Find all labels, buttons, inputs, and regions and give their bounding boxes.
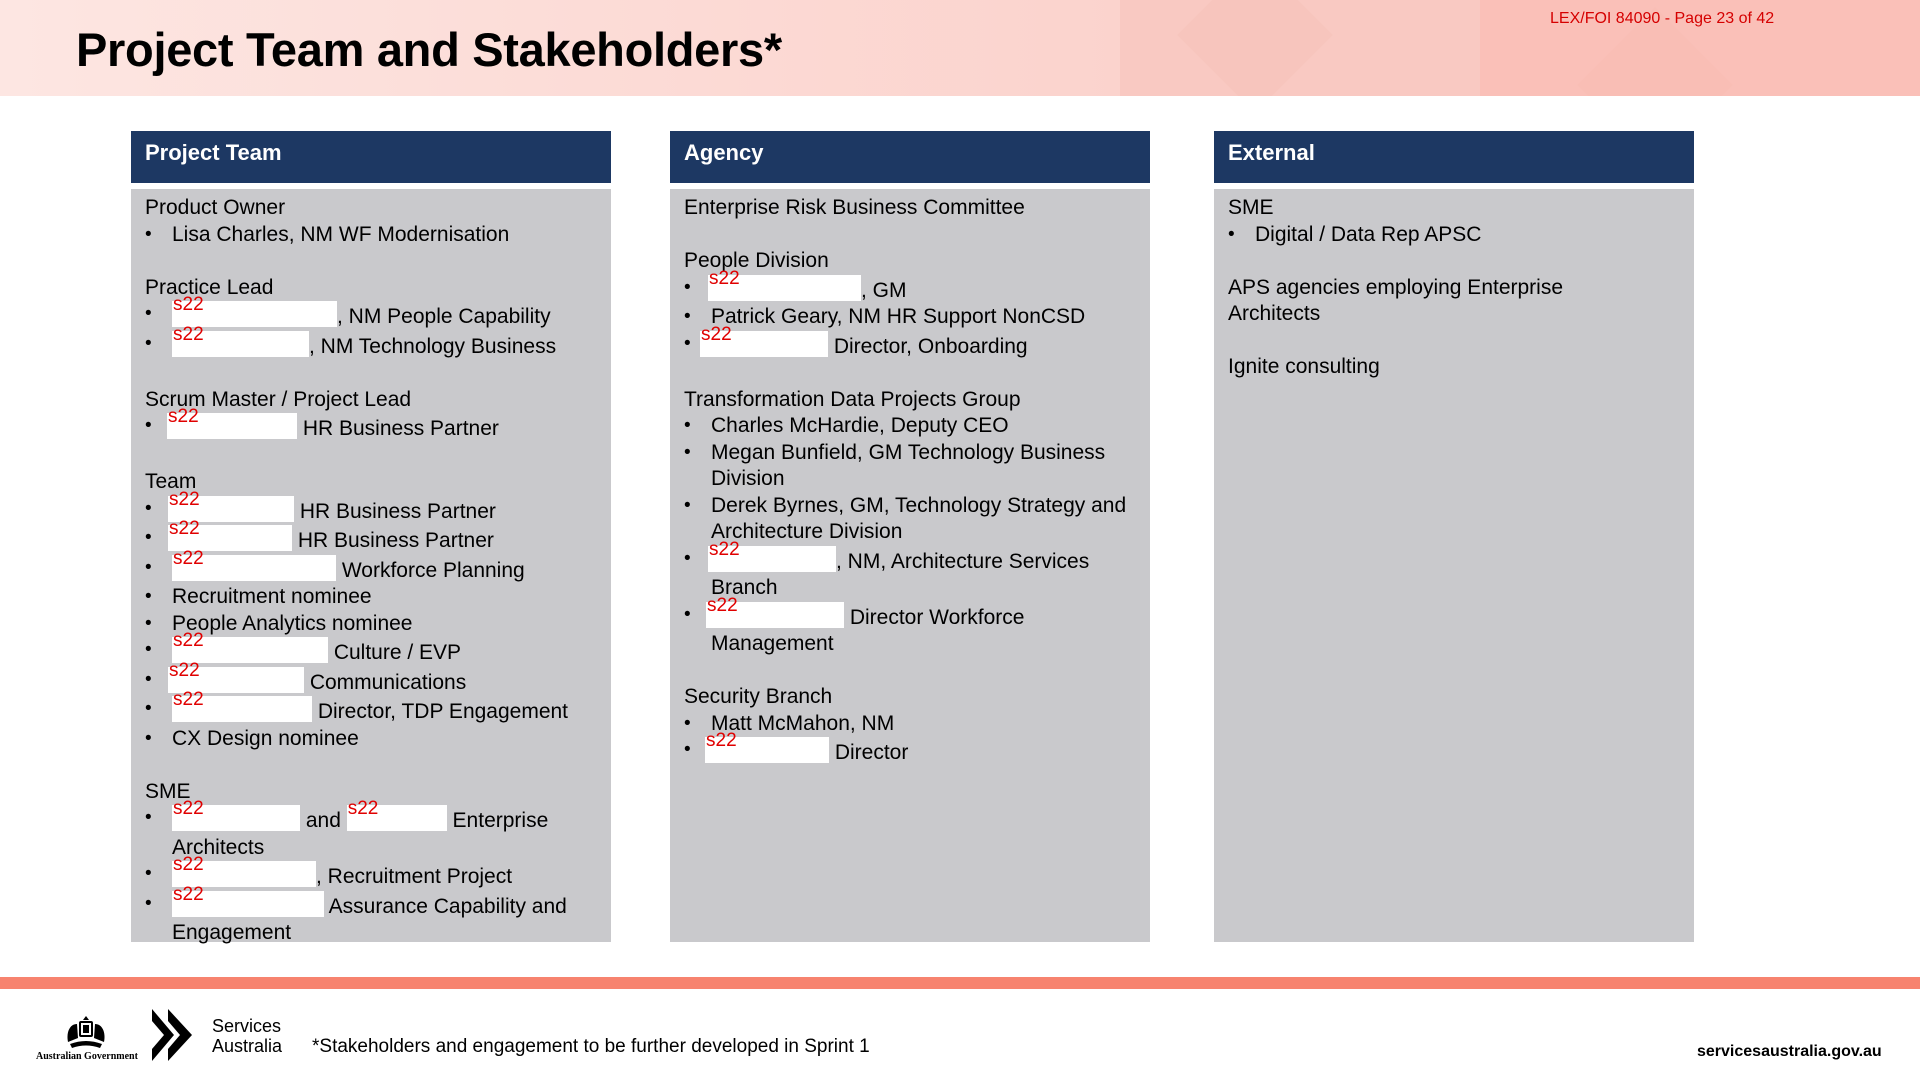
page-title: Project Team and Stakeholders* <box>76 23 782 76</box>
list-item: • Recruitment nominee <box>145 584 597 611</box>
group-sme <box>145 779 597 947</box>
group-product-owner <box>145 195 597 248</box>
brand-name: Services Australia <box>212 1016 283 1056</box>
group-heading: Enterprise Risk Business Committee <box>684 196 1025 219</box>
column-body <box>131 189 611 942</box>
list-item: • Megan Bunfield, GM Technology Business Division <box>684 440 1136 493</box>
footer-rule <box>0 977 1920 989</box>
group-ignite <box>1228 354 1680 381</box>
group-scrum-master <box>145 387 597 443</box>
list-item: • Patrick Geary, NM HR Support NonCSD <box>684 304 1136 331</box>
column-heading: Project Team <box>131 131 611 183</box>
group-heading: APS agencies employing Enterprise Architects <box>1228 275 1564 325</box>
redaction-box: • s22 <box>168 667 304 693</box>
group-risk-committee <box>684 195 1136 222</box>
group-external-sme <box>1228 195 1680 248</box>
list-item: • Lisa Charles, NM WF Modernisation <box>145 222 597 249</box>
footnote: *Stakeholders and engagement to be further developed in Sprint 1 <box>312 1036 870 1057</box>
list-item: • People Analytics nominee <box>145 611 597 638</box>
list-item: • Matt McMahon, NM <box>684 711 1136 738</box>
list-item: • s22 , Recruitment Project <box>145 861 597 891</box>
redaction-box: • s22 <box>167 413 297 439</box>
column-body <box>1214 189 1694 942</box>
redaction-box: • s22 <box>700 331 828 357</box>
redaction-box: • s22 <box>705 737 829 763</box>
group-heading: Product Owner <box>145 196 286 219</box>
column-heading: External <box>1214 131 1694 183</box>
list-item: • s22 , GM <box>684 275 1136 305</box>
column-heading: Agency <box>670 131 1150 183</box>
group-heading: Ignite consulting <box>1228 355 1380 378</box>
list-item: • Derek Byrnes, GM, Technology Strategy and Architecture Division <box>684 493 1136 546</box>
redaction-box: • s22 <box>706 602 844 628</box>
column-external <box>1214 131 1694 942</box>
column-project-team <box>131 131 611 942</box>
list-item: • s22 HR Business Partner <box>145 525 597 555</box>
list-item: • s22 Director, Onboarding <box>684 331 1136 361</box>
list-item: • s22 Communications <box>145 667 597 697</box>
list-item: • s22 Assurance Capability and Engagement <box>145 891 597 947</box>
redaction-box: • s22 <box>172 301 337 327</box>
redaction-box: • s22 <box>168 525 292 551</box>
group-heading: People Division <box>684 249 829 272</box>
redaction-box: • s22 <box>172 637 328 663</box>
group-people-division <box>684 248 1136 360</box>
group-heading: SME <box>1228 196 1274 219</box>
redaction-box: • s22 <box>708 275 861 301</box>
redaction-box: • s22 <box>172 805 300 831</box>
page-reference: LEX/FOI 84090 - Page 23 of 42 <box>1550 10 1775 27</box>
list-item: • s22 , NM, Architecture Services Branch <box>684 546 1136 602</box>
group-heading: SME <box>145 779 191 803</box>
list-item: • s22 , NM People Capability <box>145 301 597 331</box>
list-item: • s22 Director Workforce Management <box>684 602 1136 658</box>
redaction-box: s22 <box>347 805 447 831</box>
group-team <box>145 469 597 752</box>
group-practice-lead <box>145 275 597 361</box>
list-item: • s22 HR Business Partner <box>145 413 597 443</box>
list-item: • CX Design nominee <box>145 726 597 753</box>
list-item: • s22 Workforce Planning <box>145 555 597 585</box>
group-heading: Practice Lead <box>145 275 274 299</box>
column-agency <box>670 131 1150 942</box>
redaction-box: • s22 <box>172 861 316 887</box>
coat-of-arms-icon <box>62 1012 110 1052</box>
redaction-box: • s22 <box>168 496 294 522</box>
redaction-box: • s22 <box>172 696 312 722</box>
group-heading: Security Branch <box>684 685 833 708</box>
group-heading: Team <box>145 470 197 493</box>
group-transformation <box>684 387 1136 658</box>
list-item: • s22 , NM Technology Business <box>145 331 597 361</box>
redaction-box: • s22 <box>172 555 336 581</box>
list-item: • s22 HR Business Partner <box>145 496 597 526</box>
list-item: • s22 and s22 Enterprise Architects <box>145 805 597 861</box>
group-security-branch <box>684 684 1136 767</box>
redaction-box: • s22 <box>172 891 324 917</box>
services-australia-logo-icon <box>152 1009 198 1061</box>
list-item: • s22 Culture / EVP <box>145 637 597 667</box>
government-label: Australian Government <box>36 1051 138 1062</box>
group-heading: Transformation Data Projects Group <box>684 387 1021 411</box>
footer <box>0 989 1920 1080</box>
redaction-box: • s22 <box>708 546 836 572</box>
list-item: • s22 Director, TDP Engagement <box>145 696 597 726</box>
redaction-box: • s22 <box>172 331 309 357</box>
group-aps-agencies <box>1228 275 1680 328</box>
website-url: servicesaustralia.gov.au <box>1697 1043 1882 1060</box>
group-heading: Scrum Master / Project Lead <box>145 387 412 411</box>
list-item: • s22 Director <box>684 737 1136 767</box>
list-item: • Digital / Data Rep APSC <box>1228 222 1680 249</box>
list-item: • Charles McHardie, Deputy CEO <box>684 413 1136 440</box>
column-body <box>670 189 1150 942</box>
